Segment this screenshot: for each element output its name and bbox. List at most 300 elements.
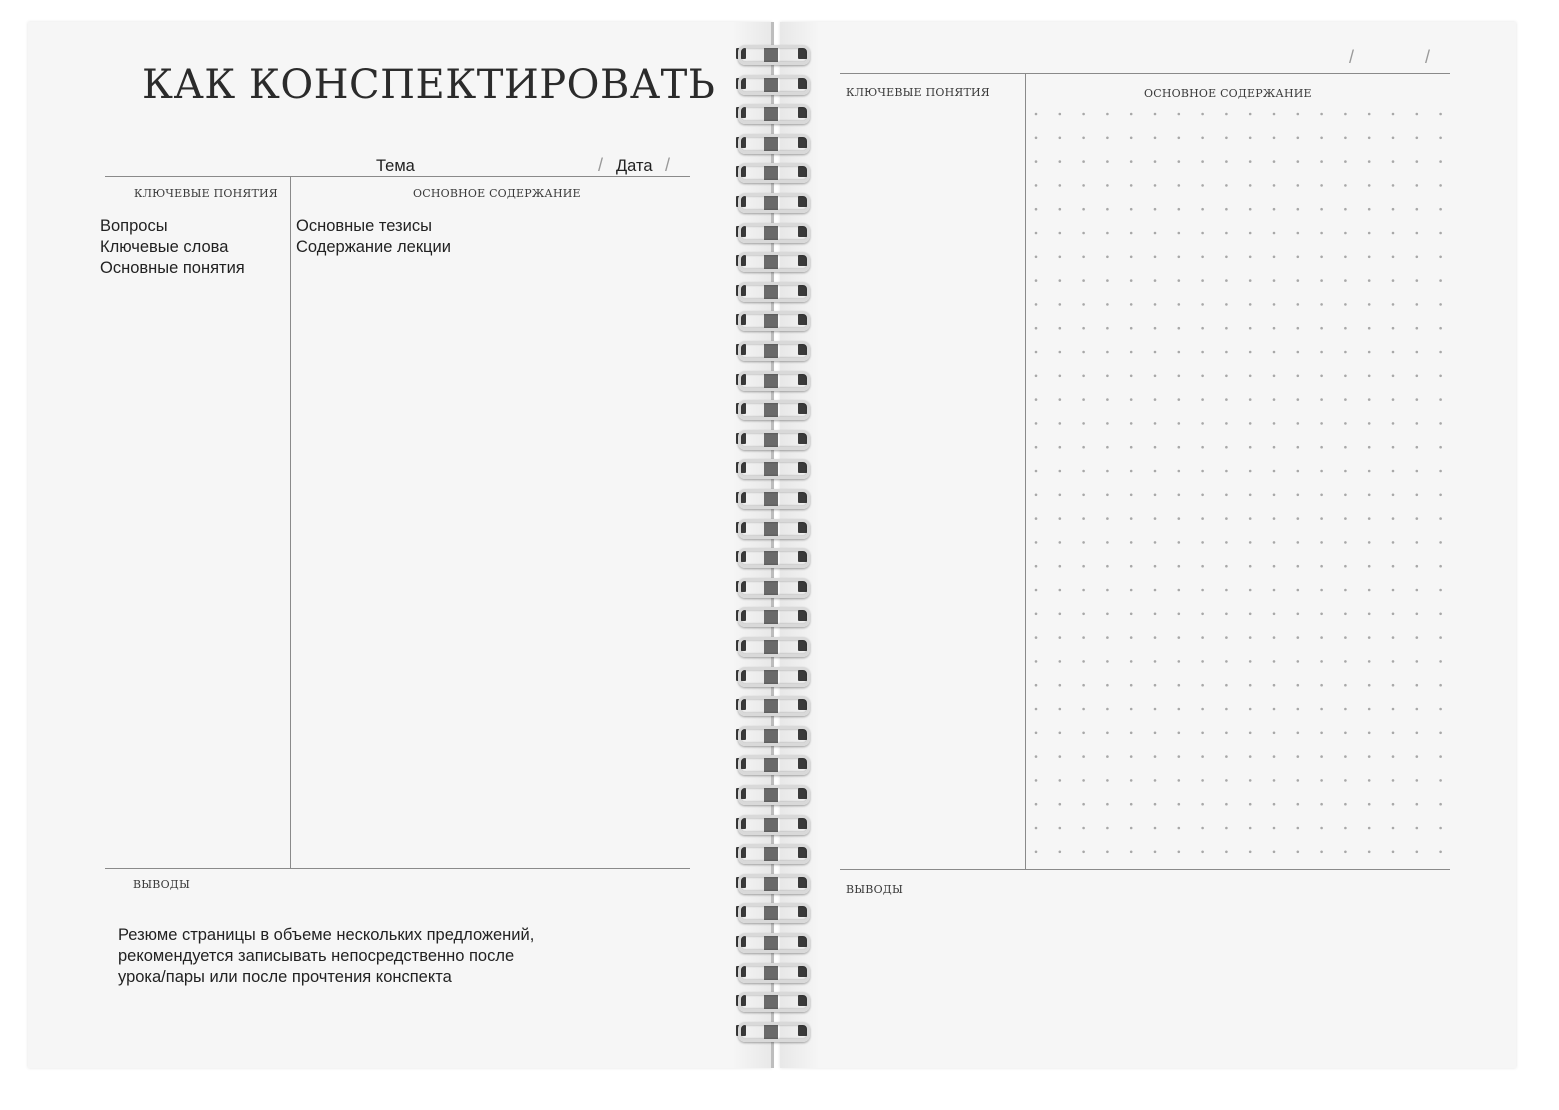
grid-dot xyxy=(1225,398,1228,401)
spiral-coil xyxy=(728,575,818,597)
grid-dot xyxy=(1178,494,1181,497)
grid-dot xyxy=(1130,232,1133,235)
grid-dot xyxy=(1035,827,1038,830)
grid-dot xyxy=(1225,303,1228,306)
grid-dot xyxy=(1130,589,1133,592)
grid-dot xyxy=(1082,351,1085,354)
grid-dot xyxy=(1416,517,1419,520)
grid-dot xyxy=(1249,732,1252,735)
grid-dot xyxy=(1225,375,1228,378)
grid-dot xyxy=(1059,327,1062,330)
grid-dot xyxy=(1035,446,1038,449)
grid-dot xyxy=(1059,684,1062,687)
spiral-coil xyxy=(728,279,818,301)
grid-dot xyxy=(1130,256,1133,259)
grid-dot xyxy=(1249,279,1252,282)
grid-dot xyxy=(1178,541,1181,544)
grid-dot xyxy=(1130,208,1133,211)
grid-dot xyxy=(1178,589,1181,592)
grid-dot xyxy=(1106,732,1109,735)
wire-loop xyxy=(738,311,810,331)
grid-dot xyxy=(1416,732,1419,735)
grid-dot xyxy=(1035,613,1038,616)
grid-dot xyxy=(1320,708,1323,711)
grid-dot xyxy=(1416,660,1419,663)
grid-dot xyxy=(1297,755,1300,758)
wire-loop xyxy=(738,193,810,213)
grid-dot xyxy=(1273,827,1276,830)
grid-dot xyxy=(1320,827,1323,830)
grid-dot xyxy=(1201,256,1204,259)
grid-dot xyxy=(1392,779,1395,782)
grid-dot xyxy=(1178,422,1181,425)
grid-dot xyxy=(1392,589,1395,592)
grid-dot xyxy=(1130,351,1133,354)
grid-dot xyxy=(1130,851,1133,854)
grid-dot xyxy=(1392,398,1395,401)
grid-dot xyxy=(1225,422,1228,425)
grid-dot xyxy=(1201,303,1204,306)
wire-loop xyxy=(738,75,810,95)
grid-dot xyxy=(1035,470,1038,473)
spiral-coil xyxy=(728,338,818,360)
grid-dot xyxy=(1154,589,1157,592)
grid-dot xyxy=(1178,732,1181,735)
grid-dot xyxy=(1130,137,1133,140)
grid-dot xyxy=(1035,351,1038,354)
grid-dot xyxy=(1297,113,1300,116)
grid-dot xyxy=(1368,422,1371,425)
grid-dot xyxy=(1368,779,1371,782)
grid-dot xyxy=(1201,184,1204,187)
grid-dot xyxy=(1297,279,1300,282)
spiral-coil xyxy=(728,634,818,656)
grid-dot xyxy=(1392,113,1395,116)
grid-dot xyxy=(1392,160,1395,163)
grid-dot xyxy=(1368,303,1371,306)
grid-dot xyxy=(1273,589,1276,592)
grid-dot xyxy=(1082,256,1085,259)
grid-dot xyxy=(1201,494,1204,497)
grid-dot xyxy=(1344,184,1347,187)
grid-dot xyxy=(1273,779,1276,782)
left-page xyxy=(28,22,772,1068)
grid-dot xyxy=(1178,803,1181,806)
grid-dot xyxy=(1416,684,1419,687)
grid-dot xyxy=(1249,398,1252,401)
grid-dot xyxy=(1130,660,1133,663)
grid-dot xyxy=(1297,565,1300,568)
grid-dot xyxy=(1249,303,1252,306)
grid-dot xyxy=(1344,208,1347,211)
grid-dot xyxy=(1154,517,1157,520)
grid-dot xyxy=(1249,375,1252,378)
grid-dot xyxy=(1082,279,1085,282)
grid-dot xyxy=(1320,541,1323,544)
topic-label: Тема xyxy=(376,157,415,175)
grid-dot xyxy=(1130,541,1133,544)
grid-dot xyxy=(1082,494,1085,497)
grid-dot xyxy=(1178,279,1181,282)
grid-dot xyxy=(1035,589,1038,592)
spiral-coil xyxy=(728,782,818,804)
grid-dot xyxy=(1225,660,1228,663)
grid-dot xyxy=(1106,755,1109,758)
grid-dot xyxy=(1439,803,1442,806)
grid-dot xyxy=(1201,160,1204,163)
grid-dot xyxy=(1344,398,1347,401)
wire-loop xyxy=(738,282,810,302)
grid-dot xyxy=(1130,422,1133,425)
grid-dot xyxy=(1297,375,1300,378)
wire-loop xyxy=(738,104,810,124)
grid-dot xyxy=(1201,137,1204,140)
grid-dot xyxy=(1225,351,1228,354)
grid-dot xyxy=(1320,137,1323,140)
grid-dot xyxy=(1154,494,1157,497)
grid-dot xyxy=(1249,446,1252,449)
grid-dot xyxy=(1106,303,1109,306)
grid-dot xyxy=(1344,517,1347,520)
grid-dot xyxy=(1392,375,1395,378)
grid-dot xyxy=(1320,636,1323,639)
grid-dot xyxy=(1273,708,1276,711)
grid-dot xyxy=(1201,660,1204,663)
grid-dot xyxy=(1320,232,1323,235)
grid-dot xyxy=(1201,422,1204,425)
grid-dot xyxy=(1416,422,1419,425)
grid-dot xyxy=(1439,375,1442,378)
list-item: Вопросы xyxy=(100,217,168,235)
grid-dot xyxy=(1059,351,1062,354)
grid-dot xyxy=(1035,779,1038,782)
grid-dot xyxy=(1368,208,1371,211)
wire-loop xyxy=(738,726,810,746)
grid-dot xyxy=(1320,160,1323,163)
grid-dot xyxy=(1273,541,1276,544)
grid-dot xyxy=(1130,755,1133,758)
grid-dot xyxy=(1392,827,1395,830)
grid-dot xyxy=(1130,303,1133,306)
grid-dot xyxy=(1249,613,1252,616)
grid-dot xyxy=(1201,446,1204,449)
grid-dot xyxy=(1201,636,1204,639)
grid-dot xyxy=(1035,494,1038,497)
grid-dot xyxy=(1035,565,1038,568)
grid-dot xyxy=(1059,446,1062,449)
grid-dot xyxy=(1416,303,1419,306)
grid-dot xyxy=(1178,327,1181,330)
grid-dot xyxy=(1392,660,1395,663)
grid-dot xyxy=(1154,398,1157,401)
grid-dot xyxy=(1082,660,1085,663)
grid-dot xyxy=(1297,779,1300,782)
spiral-coil xyxy=(728,900,818,922)
grid-dot xyxy=(1344,660,1347,663)
grid-dot xyxy=(1297,232,1300,235)
grid-dot xyxy=(1130,279,1133,282)
list-item: Содержание лекции xyxy=(296,238,451,256)
grid-dot xyxy=(1154,184,1157,187)
grid-dot xyxy=(1416,279,1419,282)
grid-dot xyxy=(1178,708,1181,711)
grid-dot xyxy=(1178,851,1181,854)
wire-loop xyxy=(738,1022,810,1042)
grid-dot xyxy=(1178,636,1181,639)
grid-dot xyxy=(1035,660,1038,663)
grid-dot xyxy=(1201,684,1204,687)
date-slash: / xyxy=(1425,47,1431,67)
grid-dot xyxy=(1368,827,1371,830)
grid-dot xyxy=(1154,375,1157,378)
grid-dot xyxy=(1344,494,1347,497)
grid-dot xyxy=(1344,636,1347,639)
grid-dot xyxy=(1344,803,1347,806)
grid-dot xyxy=(1106,470,1109,473)
grid-dot xyxy=(1392,422,1395,425)
grid-dot xyxy=(1249,422,1252,425)
wire-loop xyxy=(738,430,810,450)
grid-dot xyxy=(1178,684,1181,687)
spiral-coil xyxy=(728,752,818,774)
grid-dot xyxy=(1273,256,1276,259)
grid-dot xyxy=(1035,184,1038,187)
grid-dot xyxy=(1320,351,1323,354)
spiral-coil xyxy=(728,871,818,893)
spiral-coil xyxy=(728,545,818,567)
grid-dot xyxy=(1392,327,1395,330)
grid-dot xyxy=(1225,755,1228,758)
wire-loop xyxy=(738,963,810,983)
grid-dot xyxy=(1106,160,1109,163)
grid-dot xyxy=(1368,517,1371,520)
grid-dot xyxy=(1035,113,1038,116)
grid-dot xyxy=(1106,184,1109,187)
grid-dot xyxy=(1392,613,1395,616)
grid-dot xyxy=(1035,755,1038,758)
grid-dot xyxy=(1130,517,1133,520)
grid-dot xyxy=(1225,494,1228,497)
grid-dot xyxy=(1249,803,1252,806)
grid-dot xyxy=(1368,755,1371,758)
grid-dot xyxy=(1201,470,1204,473)
grid-dot xyxy=(1249,351,1252,354)
main-content-header: ОСНОВНОЕ СОДЕРЖАНИЕ xyxy=(1144,87,1312,100)
grid-dot xyxy=(1320,279,1323,282)
grid-dot xyxy=(1059,636,1062,639)
grid-dot xyxy=(1059,303,1062,306)
grid-dot xyxy=(1154,803,1157,806)
grid-dot xyxy=(1439,660,1442,663)
wire-loop xyxy=(738,371,810,391)
grid-dot xyxy=(1439,303,1442,306)
grid-dot xyxy=(1082,422,1085,425)
grid-dot xyxy=(1273,636,1276,639)
grid-dot xyxy=(1225,708,1228,711)
grid-dot xyxy=(1416,327,1419,330)
grid-dot xyxy=(1106,565,1109,568)
grid-dot xyxy=(1035,137,1038,140)
grid-dot xyxy=(1273,851,1276,854)
grid-dot xyxy=(1320,851,1323,854)
grid-dot xyxy=(1416,636,1419,639)
wire-loop xyxy=(738,400,810,420)
grid-dot xyxy=(1130,446,1133,449)
grid-dot xyxy=(1320,256,1323,259)
grid-dot xyxy=(1297,184,1300,187)
grid-dot xyxy=(1273,732,1276,735)
grid-dot xyxy=(1249,113,1252,116)
grid-dot xyxy=(1439,684,1442,687)
grid-dot xyxy=(1178,398,1181,401)
grid-dot xyxy=(1178,113,1181,116)
grid-dot xyxy=(1082,398,1085,401)
grid-dot xyxy=(1201,375,1204,378)
grid-dot xyxy=(1106,803,1109,806)
grid-dot xyxy=(1059,827,1062,830)
grid-dot xyxy=(1297,541,1300,544)
grid-dot xyxy=(1035,541,1038,544)
grid-dot xyxy=(1392,517,1395,520)
grid-dot xyxy=(1392,184,1395,187)
grid-dot xyxy=(1201,208,1204,211)
grid-dot xyxy=(1154,755,1157,758)
wire-loop xyxy=(738,45,810,65)
grid-dot xyxy=(1439,589,1442,592)
grid-dot xyxy=(1082,113,1085,116)
grid-dot xyxy=(1439,160,1442,163)
text-line: Резюме страницы в объеме нескольких предложений, xyxy=(118,926,535,944)
column-divider xyxy=(290,177,291,868)
grid-dot xyxy=(1225,732,1228,735)
grid-dot xyxy=(1154,684,1157,687)
spiral-coil xyxy=(728,160,818,182)
grid-dot xyxy=(1035,851,1038,854)
grid-dot xyxy=(1130,327,1133,330)
grid-dot xyxy=(1439,208,1442,211)
spiral-coil xyxy=(728,101,818,123)
grid-dot xyxy=(1392,470,1395,473)
grid-dot xyxy=(1059,160,1062,163)
grid-dot xyxy=(1320,422,1323,425)
grid-dot xyxy=(1106,708,1109,711)
grid-dot xyxy=(1225,779,1228,782)
grid-dot xyxy=(1439,446,1442,449)
grid-dot xyxy=(1130,375,1133,378)
key-concepts-header: КЛЮЧЕВЫЕ ПОНЯТИЯ xyxy=(846,86,990,99)
wire-loop xyxy=(738,252,810,272)
grid-dot xyxy=(1344,327,1347,330)
grid-dot xyxy=(1154,660,1157,663)
grid-dot xyxy=(1297,208,1300,211)
wire-loop xyxy=(738,785,810,805)
grid-dot xyxy=(1344,279,1347,282)
grid-dot xyxy=(1439,827,1442,830)
wire-loop xyxy=(738,134,810,154)
grid-dot xyxy=(1225,232,1228,235)
grid-dot xyxy=(1392,708,1395,711)
grid-dot xyxy=(1249,708,1252,711)
grid-dot xyxy=(1201,279,1204,282)
grid-dot xyxy=(1201,113,1204,116)
grid-dot xyxy=(1035,517,1038,520)
spiral-coil xyxy=(728,693,818,715)
grid-dot xyxy=(1273,327,1276,330)
spiral-coil xyxy=(728,841,818,863)
grid-dot xyxy=(1035,732,1038,735)
grid-dot xyxy=(1106,208,1109,211)
grid-dot xyxy=(1201,589,1204,592)
grid-dot xyxy=(1249,684,1252,687)
grid-dot xyxy=(1201,708,1204,711)
grid-dot xyxy=(1130,827,1133,830)
main-content-header: ОСНОВНОЕ СОДЕРЖАНИЕ xyxy=(413,187,581,200)
grid-dot xyxy=(1059,279,1062,282)
date-slash: / xyxy=(1349,47,1355,67)
grid-dot xyxy=(1035,422,1038,425)
grid-dot xyxy=(1392,565,1395,568)
grid-dot xyxy=(1320,303,1323,306)
column-divider xyxy=(1025,74,1026,869)
grid-dot xyxy=(1154,470,1157,473)
spiral-coil xyxy=(728,190,818,212)
grid-dot xyxy=(1344,755,1347,758)
grid-dot xyxy=(1059,494,1062,497)
grid-dot xyxy=(1035,279,1038,282)
list-item: Ключевые слова xyxy=(100,238,229,256)
grid-dot xyxy=(1082,636,1085,639)
grid-dot xyxy=(1082,613,1085,616)
grid-dot xyxy=(1320,779,1323,782)
grid-dot xyxy=(1320,208,1323,211)
grid-dot xyxy=(1082,446,1085,449)
grid-dot xyxy=(1368,589,1371,592)
wire-loop xyxy=(738,637,810,657)
grid-dot xyxy=(1249,779,1252,782)
grid-dot xyxy=(1130,779,1133,782)
grid-dot xyxy=(1416,565,1419,568)
grid-dot xyxy=(1320,398,1323,401)
grid-dot xyxy=(1297,351,1300,354)
grid-dot xyxy=(1178,446,1181,449)
grid-dot xyxy=(1082,208,1085,211)
grid-dot xyxy=(1059,137,1062,140)
grid-dot xyxy=(1249,851,1252,854)
grid-dot xyxy=(1106,613,1109,616)
grid-dot xyxy=(1416,541,1419,544)
grid-dot xyxy=(1130,684,1133,687)
grid-dot xyxy=(1106,827,1109,830)
grid-dot xyxy=(1082,803,1085,806)
grid-dot xyxy=(1178,208,1181,211)
grid-dot xyxy=(1297,827,1300,830)
grid-dot xyxy=(1082,327,1085,330)
grid-dot xyxy=(1249,232,1252,235)
grid-dot xyxy=(1368,660,1371,663)
header-rule xyxy=(105,176,690,177)
grid-dot xyxy=(1297,684,1300,687)
spiral-coil xyxy=(728,72,818,94)
grid-dot xyxy=(1273,375,1276,378)
grid-dot xyxy=(1297,851,1300,854)
grid-dot xyxy=(1059,613,1062,616)
grid-dot xyxy=(1225,517,1228,520)
grid-dot xyxy=(1392,541,1395,544)
date-label: Дата xyxy=(616,157,653,175)
grid-dot xyxy=(1106,660,1109,663)
grid-dot xyxy=(1368,470,1371,473)
grid-dot xyxy=(1178,470,1181,473)
